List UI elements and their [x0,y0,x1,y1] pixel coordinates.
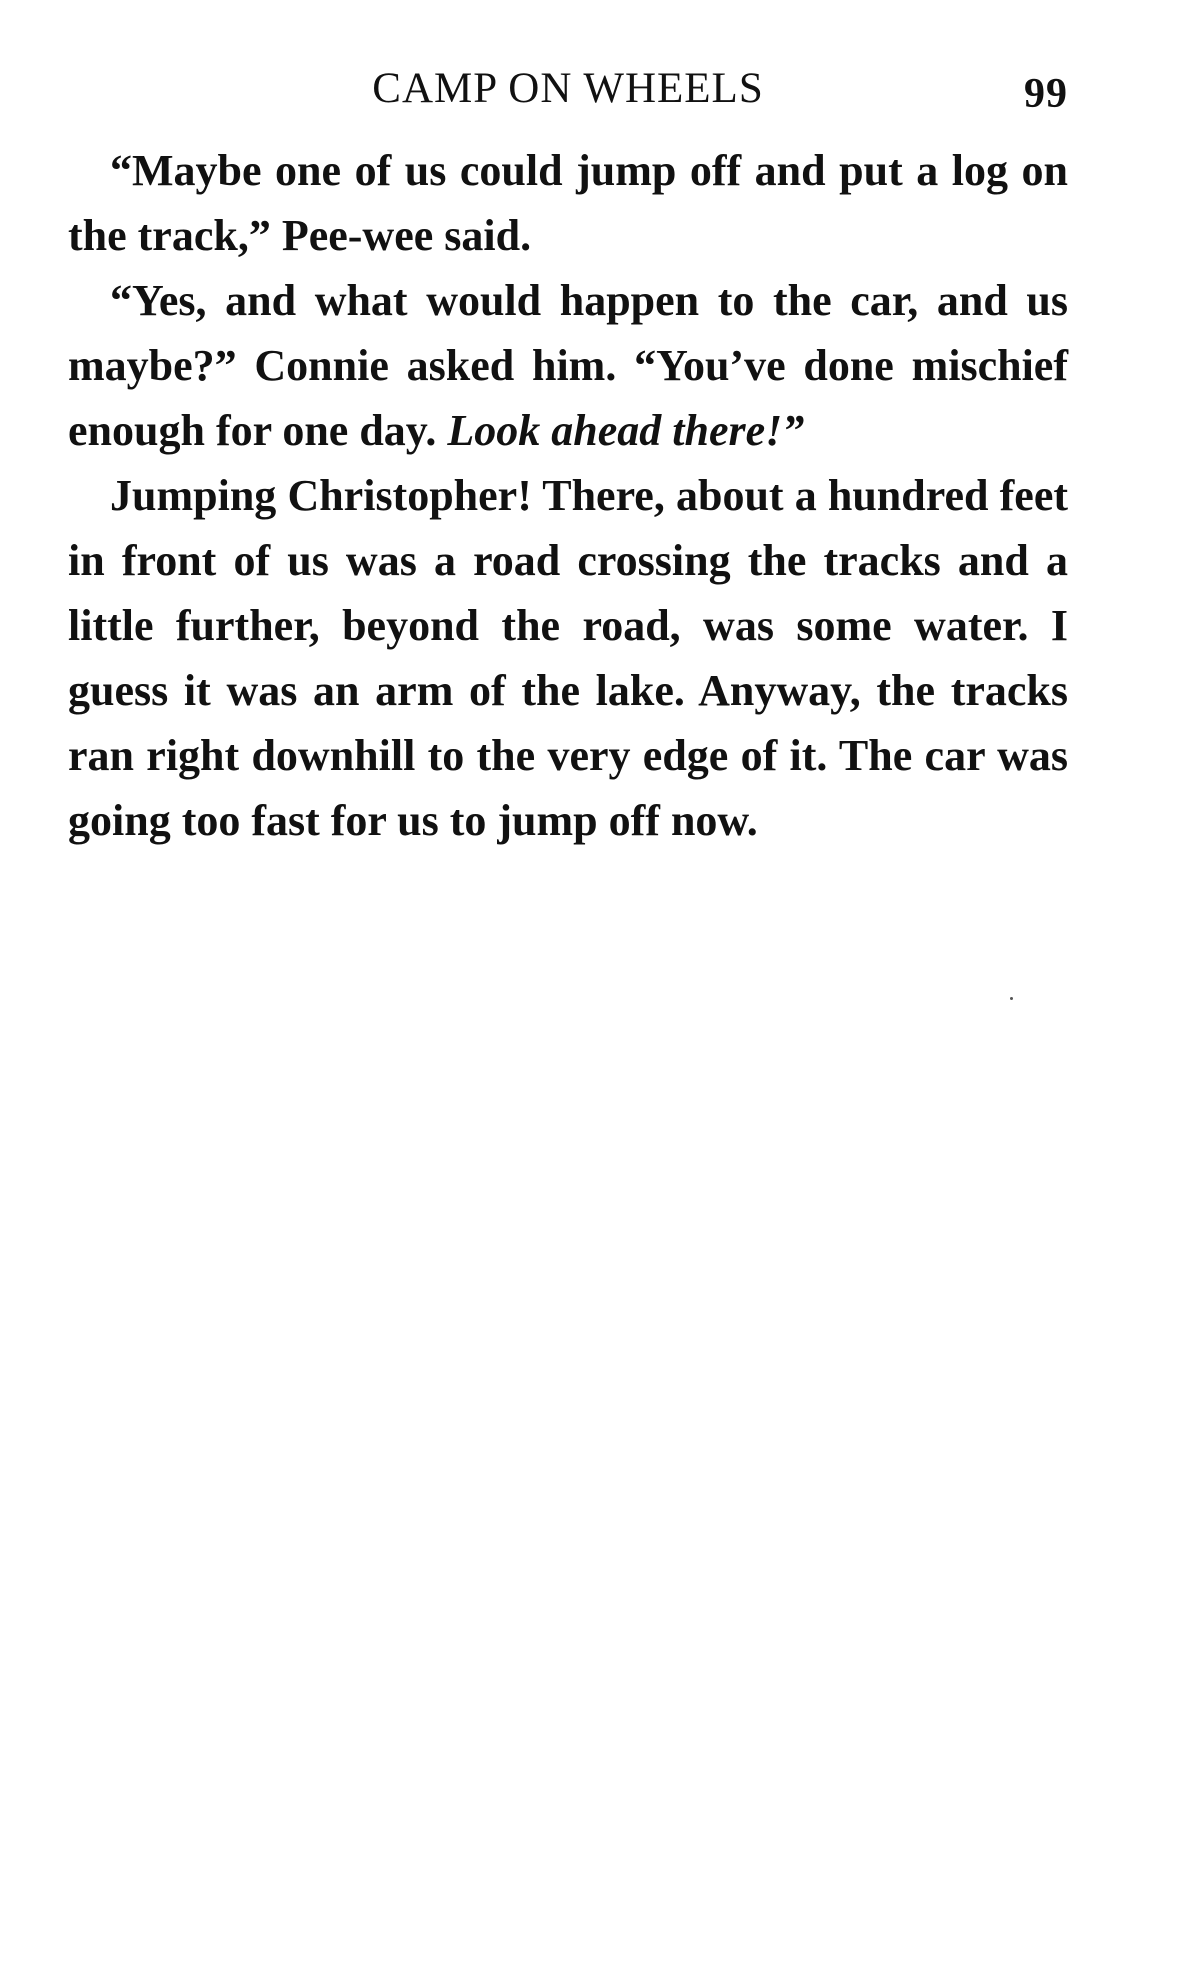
body-text [68,138,1068,853]
paragraph-2-roman: “Yes, and what would happen to the car, and us maybe?” Connie asked him. “You’ve done mischief enough for one day. [68,276,1068,455]
running-head [68,60,1068,130]
scan-speck [1010,997,1013,1000]
paragraph-2-italic: Look ahead there!” [447,406,805,455]
paragraph-2 [68,268,1068,463]
book-page [68,60,1068,853]
page-number: 99 [1024,71,1068,117]
paragraph-1: “Maybe one of us could jump off and put a log on the track,” Pee-wee said. [68,146,1068,260]
paragraph-3: Jumping Christopher! There, about a hundred feet in front of us was a road crossing the tracks and a little further, beyond the road, was some water. I guess it was an arm of the lake. Anyway, the tracks ran right downhill to the very edge of it. The car was going too fast for us to jump off now. [68,471,1068,845]
running-title: CAMP ON WHEELS [372,65,764,112]
